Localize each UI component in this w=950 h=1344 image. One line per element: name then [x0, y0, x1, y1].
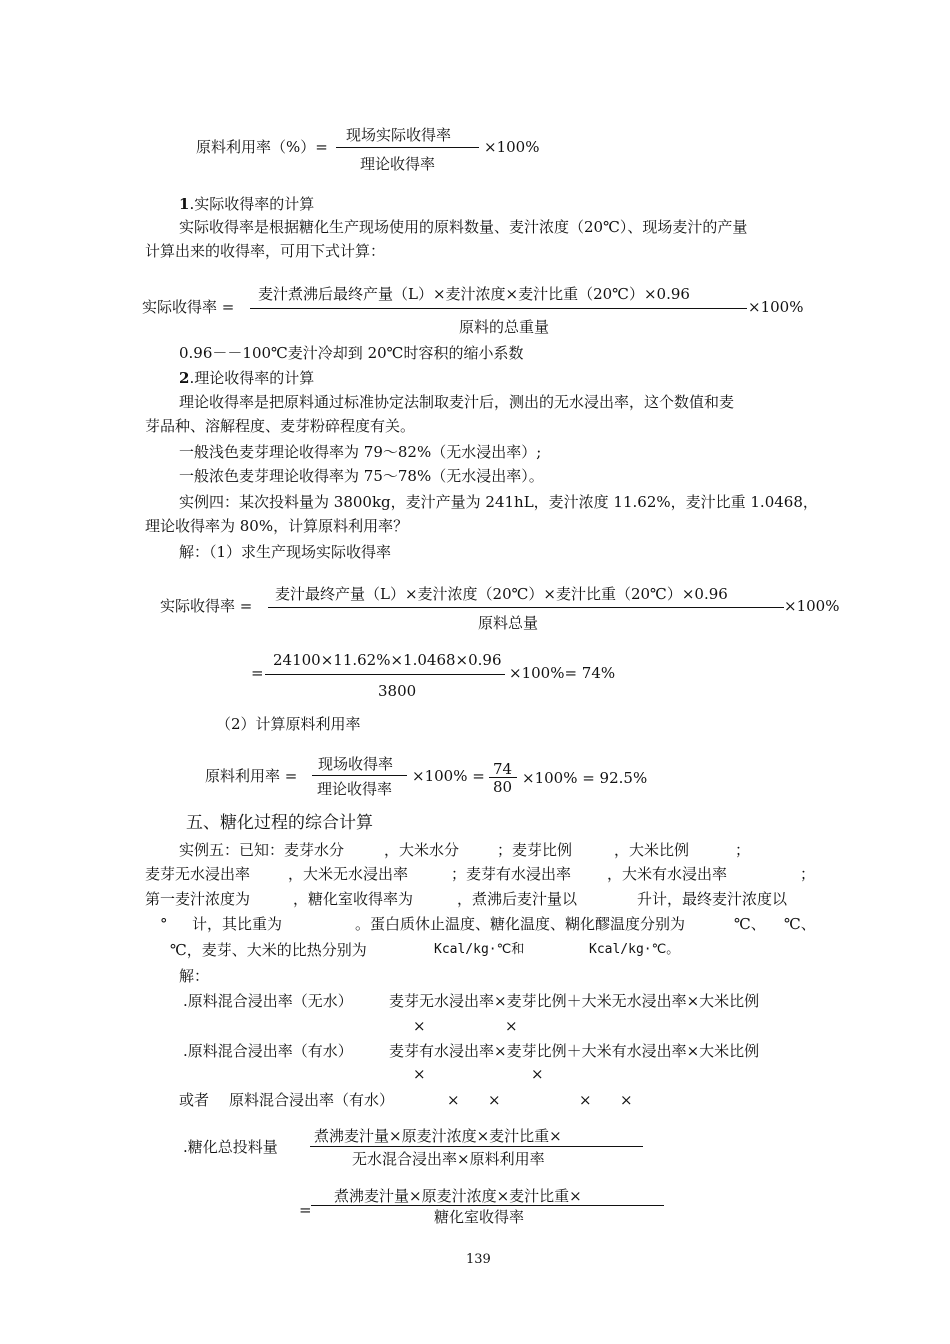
- ex5-line5-c: Kcal/kg·℃。: [589, 942, 680, 957]
- formula2-numerator: 麦汁煮沸后最终产量（L）×麦汁浓度×麦汁比重（20℃）×0.96: [258, 285, 690, 303]
- formula2-denominator: 原料的总重量: [459, 318, 550, 336]
- ex5-line5-a: ℃，麦芽、大米的比热分别为: [170, 941, 367, 959]
- ex5-line2-d: ，大米有水浸出率: [607, 865, 728, 883]
- para4: 一般浓色麦芽理论收得率为 75～78%（无水浸出率）。: [179, 467, 544, 485]
- ex5-line4-e: ℃、: [784, 915, 816, 933]
- formula3-numerator: 麦汁最终产量（L）×麦汁浓度（20℃）×麦汁比重（20℃）×0.96: [275, 585, 728, 603]
- formula6-denominator: 无水混合浸出率×原料利用率: [352, 1150, 545, 1168]
- formula5-denominator: 理论收得率: [317, 780, 393, 798]
- step2-times-1: ×: [413, 1065, 426, 1083]
- formula1-numerator: 现场实际收得率: [346, 126, 452, 144]
- formula5-numerator2: 74: [493, 760, 513, 778]
- formula3-fraction-line: [268, 607, 784, 608]
- ex5-line2-b: ，大米无水浸出率: [288, 865, 409, 883]
- step1-times-2: ×: [505, 1017, 518, 1035]
- step2-alt-times-2: ×: [488, 1091, 501, 1109]
- formula7-numerator: 煮沸麦汁量×原麦汁浓度×麦汁比重×: [334, 1187, 582, 1205]
- formula5-middle: ×100% =: [412, 767, 485, 785]
- page-number: 139: [466, 1252, 491, 1267]
- ex5-line3-c: ，煮沸后麦汁量以: [457, 890, 578, 908]
- para2-line1: 理论收得率是把原料通过标准协定法制取麦汁后，测出的无水浸出率，这个数值和麦: [179, 393, 735, 411]
- section1-heading: [179, 194, 314, 214]
- ex5-line1-e: ；: [735, 841, 751, 859]
- ex5-line3-d: 升计，最终麦汁浓度以: [637, 890, 788, 908]
- ex5-line3-b: ，糖化室收得率为: [293, 890, 414, 908]
- step1-times-1: ×: [413, 1017, 426, 1035]
- section2-number: 2: [179, 369, 190, 387]
- step2-alt-times-4: ×: [620, 1091, 633, 1109]
- ex5-line3-a: 第一麦汁浓度为: [145, 890, 251, 908]
- section2-heading: [179, 368, 314, 388]
- formula1-fraction-line: [336, 147, 479, 148]
- ex5-line2-a: 麦芽无水浸出率: [145, 865, 251, 883]
- formula1-tail: ×100%: [484, 138, 540, 156]
- step1-expression: 麦芽无水浸出率×麦芽比例＋大米无水浸出率×大米比例: [389, 992, 760, 1010]
- ex5-line1-c: ；麦芽比例: [497, 841, 573, 859]
- para1-line1: 实际收得率是根据糖化生产现场使用的原料数量、麦汁浓度（20℃）、现场麦汁的产量: [179, 218, 748, 236]
- section5-heading: 五、糖化过程的综合计算: [186, 813, 373, 833]
- step1-label: .原料混合浸出率（无水）: [183, 992, 353, 1010]
- formula7-fraction-line: [311, 1205, 664, 1206]
- formula2-tail: ×100%: [748, 298, 804, 316]
- ex5-line2-c: ；麦芽有水浸出率: [451, 865, 572, 883]
- step2-times-2: ×: [531, 1065, 544, 1083]
- ex5-line2-e: ；: [800, 865, 816, 883]
- formula4-denominator: 3800: [378, 682, 417, 700]
- step2-alt-times-3: ×: [579, 1091, 592, 1109]
- formula3-label: 实际收得率 =: [160, 597, 253, 615]
- step2-alt-prefix: 或者: [179, 1091, 210, 1109]
- solution2-label: 解：: [179, 967, 210, 985]
- solution1-step2: （2）计算原料利用率: [216, 715, 361, 733]
- ex5-line4-b: 计，其比重为: [192, 915, 283, 933]
- formula5-tail: ×100% = 92.5%: [522, 769, 648, 787]
- formula4-fraction-line: [265, 674, 505, 675]
- ex5-line4-d: ℃、: [734, 915, 766, 933]
- para2-line2: 芽品种、溶解程度、麦芽粉碎程度有关。: [145, 417, 416, 435]
- ex5-line4-c: 。蛋白质休止温度、糖化温度、糊化醪温度分别为: [355, 915, 686, 933]
- formula5-label: 原料利用率 =: [205, 767, 298, 785]
- step3-label: .糖化总投料量: [183, 1138, 278, 1156]
- section2-title: .理论收得率的计算: [189, 369, 315, 387]
- formula1-label: 原料利用率（%）=: [196, 138, 328, 156]
- formula2-label: 实际收得率 =: [142, 298, 235, 316]
- step2-expression: 麦芽有水浸出率×麦芽比例＋大米有水浸出率×大米比例: [389, 1042, 760, 1060]
- step2-alt-label: 原料混合浸出率（有水）: [229, 1091, 395, 1109]
- step2-label: .原料混合浸出率（有水）: [183, 1042, 353, 1060]
- coefficient-note: 0.96－－100℃麦汁冷却到 20℃时容积的缩小系数: [179, 344, 524, 362]
- formula5-fraction-line: [312, 775, 407, 776]
- ex5-line1-a: 实例五：已知：麦芽水分: [179, 841, 345, 859]
- ex5-line5-b: Kcal/kg·℃和: [434, 942, 525, 957]
- formula4-tail: ×100%= 74%: [509, 664, 616, 682]
- formula1-denominator: 理论收得率: [360, 155, 436, 173]
- formula2-fraction-line: [250, 308, 747, 309]
- example4-line1: 实例四：某次投料量为 3800kg，麦汁产量为 241hL，麦汁浓度 11.62%，麦汁比重 1.0468，: [179, 493, 818, 511]
- ex5-line4-a: °: [160, 915, 168, 933]
- ex5-line1-d: ，大米比例: [614, 841, 690, 859]
- solution1-step1: 解：（1）求生产现场实际收得率: [179, 543, 392, 561]
- example4-line2: 理论收得率为 80%，计算原料利用率？: [145, 517, 409, 535]
- formula7-equals: =: [299, 1201, 312, 1219]
- section1-title: .实际收得率的计算: [189, 195, 315, 213]
- para1-line2: 计算出来的收得率，可用下式计算：: [145, 242, 386, 260]
- formula6-numerator: 煮沸麦汁量×原麦汁浓度×麦汁比重×: [314, 1127, 562, 1145]
- formula6-fraction-line: [310, 1146, 643, 1147]
- step2-alt-times-1: ×: [447, 1091, 460, 1109]
- formula5-denominator2: 80: [493, 778, 513, 796]
- section1-number: 1: [179, 195, 190, 213]
- formula4-numerator: 24100×11.62%×1.0468×0.96: [273, 651, 502, 669]
- formula3-tail: ×100%: [784, 597, 840, 615]
- formula3-denominator: 原料总量: [478, 614, 539, 632]
- ex5-line1-b: ，大米水分: [384, 841, 460, 859]
- formula7-denominator: 糖化室收得率: [434, 1208, 525, 1226]
- para3: 一般浅色麦芽理论收得率为 79～82%（无水浸出率）;: [179, 443, 542, 461]
- formula5-numerator: 现场收得率: [318, 755, 394, 773]
- formula4-equals: =: [251, 664, 264, 682]
